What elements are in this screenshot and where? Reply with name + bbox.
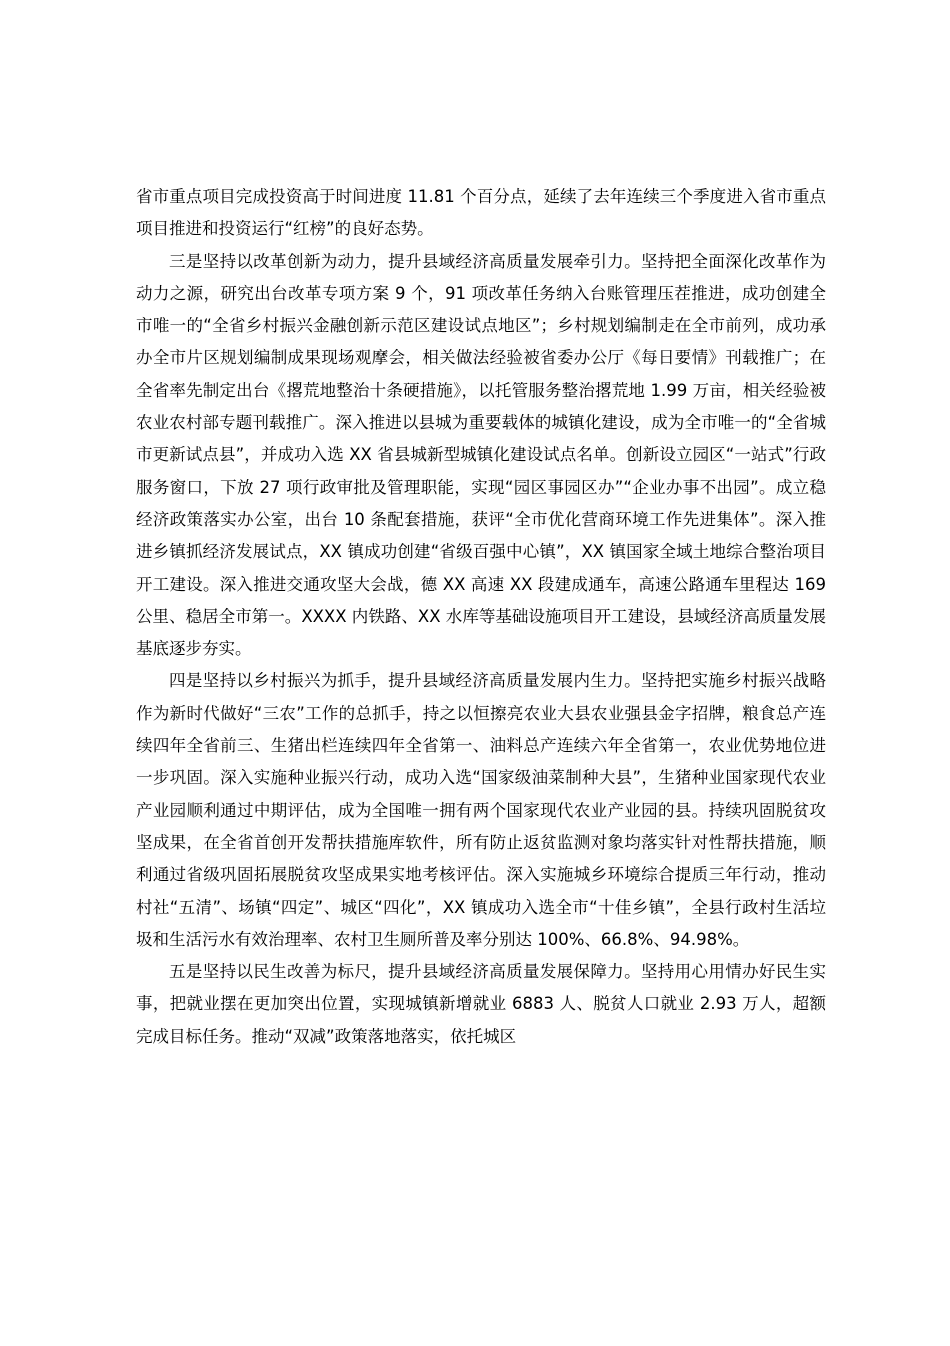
document-body (136, 181, 826, 1053)
paragraph-rural-revitalization: 四是坚持以乡村振兴为抓手，提升县域经济高质量发展内生力。坚持把实施乡村振兴战略作为新时代做好“三农”工作的总抓手，持之以恒擦亮农业大县农业强县金字招牌，粮食总产连续四年全省前三、生猪出栏连续四年全省第一、油料总产连续六年全省第一，农业优势地位进一步巩固。深入实施种业振兴行动，成功入选“国家级油菜制种大县”，生猪种业国家现代农业产业园顺利通过中期评估，成为全国唯一拥有两个国家现代农业产业园的县。持续巩固脱贫攻坚成果，在全省首创开发帮扶措施库软件，所有防止返贫监测对象均落实针对性帮扶措施，顺利通过省级巩固拓展脱贫攻坚成果实地考核评估。深入实施城乡环境综合提质三年行动，推动村社“五清”、场镇“四定”、城区“四化”，XX 镇成功入选全市“十佳乡镇”，全县行政村生活垃圾和生活污水有效治理率、农村卫生厕所普及率分别达 100%、66.8%、94.98%。 (136, 671, 826, 949)
paragraph-livelihood: 五是坚持以民生改善为标尺，提升县域经济高质量发展保障力。坚持用心用情办好民生实事，把就业摆在更加突出位置，实现城镇新增就业 6883 人、脱贫人口就业 2.93 万人，超额完成目标任务。推动“双减”政策落地落实，依托城区 (136, 962, 826, 1046)
paragraph-continuation: 省市重点项目完成投资高于时间进度 11.81 个百分点，延续了去年连续三个季度进入省市重点项目推进和投资运行“红榜”的良好态势。 (136, 187, 826, 239)
paragraph-reform-innovation: 三是坚持以改革创新为动力，提升县域经济高质量发展牵引力。坚持把全面深化改革作为动力之源，研究出台改革专项方案 9 个，91 项改革任务纳入台账管理压茬推进，成功创建全市唯一的“全省乡村振兴金融创新示范区建设试点地区”；乡村规划编制走在全市前列，成功承办全市片区规划编制成果现场观摩会，相关做法经验被省委办公厅《每日要情》刊载推广；在全省率先制定出台《撂荒地整治十条硬措施》，以托管服务整治撂荒地 1.99 万亩，相关经验被农业农村部专题刊载推广。深入推进以县城为重要载体的城镇化建设，成为全市唯一的“全省城市更新试点县”，并成功入选 XX 省县城新型城镇化建设试点名单。创新设立园区“一站式”行政服务窗口，下放 27 项行政审批及管理职能，实现“园区事园区办”“企业办事不出园”。成立稳经济政策落实办公室，出台 10 条配套措施，获评“全市优化营商环境工作先进集体”。深入推进乡镇抓经济发展试点，XX 镇成功创建“省级百强中心镇”，XX 镇国家全域土地综合整治项目开工建设。深入推进交通攻坚大会战，德 XX 高速 XX 段建成通车，高速公路通车里程达 169 公里、稳居全市第一。XXXX 内铁路、XX 水库等基础设施项目开工建设，县域经济高质量发展基底逐步夯实。 (136, 251, 826, 659)
